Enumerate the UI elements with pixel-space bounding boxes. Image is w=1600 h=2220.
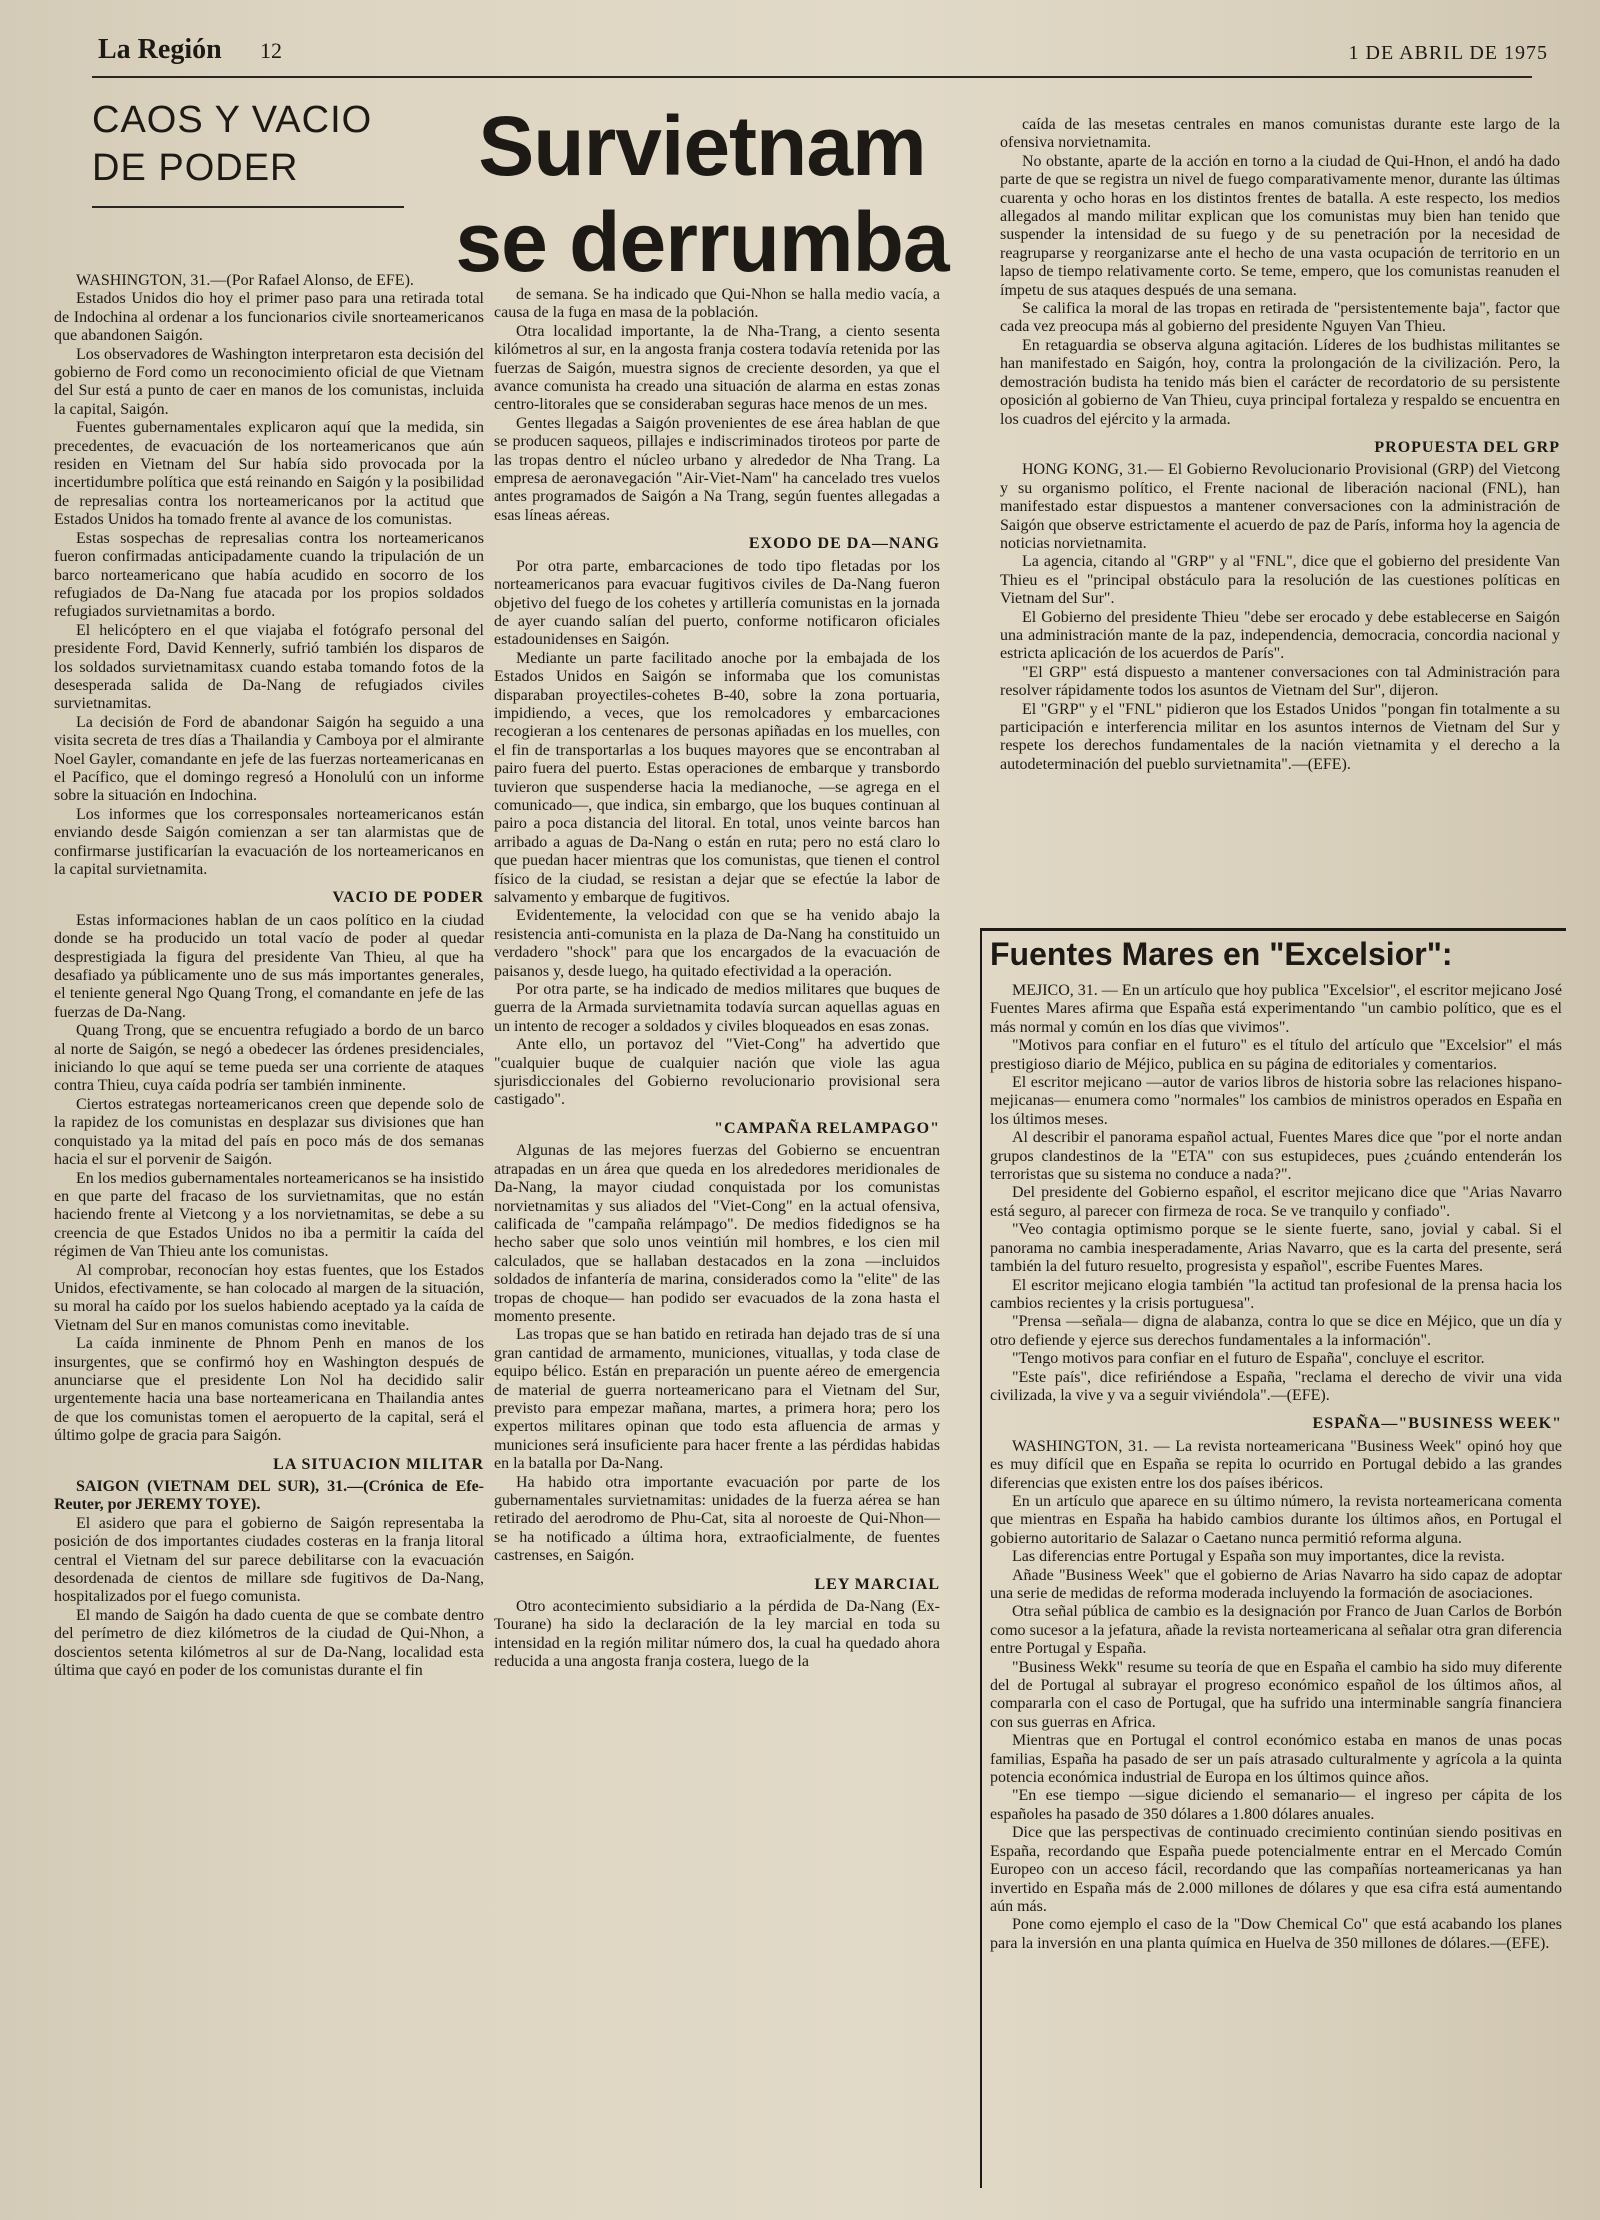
paragraphs-col4 [990, 982, 1562, 1405]
subhead-exodo: EXODO DE DA—NANG [748, 535, 940, 553]
subhead-business-week: ESPAÑA—"BUSINESS WEEK" [1312, 1415, 1562, 1433]
paragraphs-col3b [1000, 461, 1560, 774]
paragraphs-col2 [494, 286, 940, 525]
paragraph: Gentes llegadas a Saigón provenientes de ese área hablan de que se producen saqueos, pillajes e indiscriminados tiroteos por parte de las tropas dentro el núcleo urbano y alrededor de Nha Trang. La empresa de aeronavegación "Air-Viet-Nam" ha cancelado tres vuelos antes programados de Saigón a Na Trang, según fuentes allegadas a esas líneas aéreas. [494, 414, 940, 524]
paragraph: "Este país", dice refiriéndose a España, "reclama el derecho de vivir una vida civilizada, la vive y va a seguir viviéndola".—(EFE). [990, 1368, 1562, 1404]
paragraph: El asidero que para el gobierno de Saigón representaba la posición de dos importantes ciudades costeras en la franja litoral central el Vietnam del sur parece debilitarse con la evacuación desordenada de cientos de millare sde fugitivos de Da-Nang, hospitalizados por el fuego comunista. [54, 1514, 484, 1606]
paragraph: Estas informaciones hablan de un caos político en la ciudad donde se ha producido un total vacío de poder al quedar desprestigiada la figura del presidente Van Thieu, al que ha desafiado ya públicamente uno de sus más importantes generales, el teniente general Ngo Quang Trong, el comandante en jefe de las fuerzas de Da-Nang. [54, 911, 484, 1021]
headline: Survietnam se derrumba [455, 99, 949, 289]
paragraph: Mediante un parte facilitado anoche por la embajada de los Estados Unidos en Saigón se informaba que los comunistas disparaban proyectiles-cohetes B-40, sobre la zona portuaria, impidiendo, a veces, que los remolcadores y embarcaciones recogieran a los centenares de personas apiñadas en los muelles, con el fin de transportarlas a los buques mayores que se encontraban al pairo fuera del puerto. Estas operaciones de embarque y transbordo tuvieron que suspenderse hacia la medianoche, —se agrega en el comunicado—, que indica, sin embargo, que los buques continuan al pairo a poca distancia del litoral. En total, unos veinte barcos han arribado a aguas de Da-Nang o están en ruta; pero no está claro lo que puedan hacer mientras que los comunistas, que tienen el control físico de la ciudad, se resistan a dejar que se efectúe la labor de salvamento y embarque de fugitivos. [494, 649, 940, 906]
paragraph: "Tengo motivos para confiar en el futuro de España", concluye el escritor. [1012, 1350, 1485, 1368]
paragraphs-col2b [494, 558, 940, 1110]
article-column-2 [494, 286, 940, 2176]
paragraph: Al comprobar, reconocían hoy estas fuentes, que los Estados Unidos, efectivamente, se han colocado al margen de la situación, su moral ha caído por los suelos habiendo aceptado ya la caída de Vietnam del Sur en manos comunistas como inevitable. [54, 1261, 484, 1334]
box-headline: Fuentes Mares en "Excelsior": [990, 936, 1453, 972]
paragraph: La decisión de Ford de abandonar Saigón ha seguido a una visita secreta de tres días a Thailandia y Camboya por el almirante Noel Gayler, comandante en jefe de las fuerzas norteamericanas en el Pacífico, que el domingo regresó a Honolulú con un informe sobre la situación en Indochina. [54, 713, 484, 805]
paragraph: El Gobierno del presidente Thieu "debe ser erocado y debe establecerse en Saigón una administración mante de la paz, independencia, democracia, concordia nacional y estricta aplicación de los acuerdos de París". [1000, 608, 1560, 663]
paragraph: Mientras que en Portugal el control económico estaba en manos de unas pocas familias, España ha pasado de ser un país atrasado culturalmente y agrícola a la quinta potencia económica industrial de Europa en los últimos quince años. [990, 1732, 1562, 1787]
paragraph: Las tropas que se han batido en retirada han dejado tras de sí una gran cantidad de armamento, municiones, vituallas, y toda clase de equipo bélico. Están en preparación un puente aéreo de emergencia de material de guerra norteamericano para el Vietnam del Sur, previsto para empezar mañana, martes, a primera hora; pero los expertos militares opinan que todo esta afluencia de armas y municiones será insuficiente para hacer frente a las pérdidas habidas en la batalla por Da-Nang. [494, 1326, 940, 1473]
paragraph: Ha habido otra importante evacuación por parte de los gubernamentales survietnamitas: unidades de la fuerza aérea se han retirado del aerodromo de Phu-Cat, sita al noroeste de Qui-Nhon— se ha notificado a última hora, extraoficialmente, de fuentes castrenses, en Saigón. [494, 1473, 940, 1565]
paragraph: El "GRP" y el "FNL" pidieron que los Estados Unidos "pongan fin totalmente a su participación e interferencia militar en los asuntos internos de Vietnam del Sur y respete los derechos fundamentales de la nación vietnamita y el derecho a la autodeterminación del pueblo survietnamita".—(EFE). [1000, 700, 1560, 773]
paragraph: Quang Trong, que se encuentra refugiado a bordo de un barco al norte de Saigón, se negó a obedecer las órdenes presidenciales, iniciando lo que aquí se teme pueda ser una corriente de ataques contra Thieu, cuya caída podría ser también inminente. [54, 1022, 484, 1095]
paragraphs-col1 [54, 290, 484, 879]
dateline-saigon: SAIGON (VIETNAM DEL SUR), 31.—(Crónica de Efe-Reuter, por JEREMY TOYE). [54, 1478, 484, 1514]
paragraph: "Business Wekk" resume su teoría de que en España el cambio ha sido muy diferente del de Portugal al subrayar el progreso económico español de los últimos años, al compararla con el caso de Portugal, que ha sufrido una interminable sangría financiera con sus guerras en Africa. [990, 1658, 1562, 1731]
paragraph: Fuentes gubernamentales explicaron aquí que la medida, sin precedentes, de evacuación de los norteamericanos que aún residen en Vietnam del Sur había sido provocada por la incertidumbre política que está reinando en Saigón y la posibilidad de represalias contra los norteamericanos por la actitud que Estados Unidos ha tomado frente al avance de los comunistas. [54, 419, 484, 529]
paragraph: Estados Unidos dio hoy el primer paso para una retirada total de Indochina al ordenar a los funcionarios civile snorteamericanos que abandonen Saigón. [54, 290, 484, 345]
article-column-3 [1000, 116, 1560, 936]
paragraph: Otra localidad importante, la de Nha-Trang, a ciento sesenta kilómetros al sur, en la angosta franja costera todavía retenida por las fuerzas de Saigón, muestra signos de creciente desorden, ya que el avance comunista ha creado una situación de alarma en estas zonas centro-litorales que se consideraban seguras hace menos de un mes. [494, 322, 940, 414]
box-article-column [990, 982, 1562, 2182]
paragraph: Del presidente del Gobierno español, el escritor mejicano dice que "Arias Navarro está seguro, al parecer con firmeza de roca. Se ve tranquilo y confiado". [990, 1184, 1562, 1220]
article-column-1 [54, 272, 484, 2172]
paragraph: Al describir el panorama español actual, Fuentes Mares dice que "por el norte andan grupos clandestinos de la "ETA" con sus estupideces, pues ¿cuándo entenderán los terroristas que su sistema no conduce a nada?". [990, 1129, 1562, 1184]
paragraph: En los medios gubernamentales norteamericanos se ha insistido en que parte del fracaso de los survietnamitas, que no están haciendo frente al Vietcong y a los norvietnamitas, se debe a su creencia de que Estados Unidos no iba a permitir la caída del régimen de Van Thieu ante los comunistas. [54, 1169, 484, 1261]
paragraph: El mando de Saigón ha dado cuenta de que se combate dentro del perímetro de diez kilómetros de la ciudad de Qui-Nhon, a doscientos setenta kilómetros al sur de Da-Nang, localidad esta última que cayó en poder de los comunistas durante el fin [54, 1606, 484, 1680]
subhead-campana-relampago: "CAMPAÑA RELAMPAGO" [714, 1119, 940, 1137]
paragraph: Otro acontecimiento subsidiario a la pérdida de Da-Nang (Ex-Tourane) ha sido la declaración de la ley marcial en toda su intensidad en la región militar número dos, la cual ha quedado ahora reducida a una angosta franja costera, luego de la [494, 1598, 940, 1671]
paragraph: Por otra parte, embarcaciones de todo tipo fletadas por los norteamericanos para evacuar fugitivos civiles de Da-Nang fueron objetivo del fuego de los cohetes y artillería comunistas en la jornada de ayer cuando salían del puerto, conforme notificaron oficiales estadounidenses en Saigón. [494, 557, 940, 649]
paragraph: Se califica la moral de las tropas en retirada de "persistentemente baja", factor que cada vez preocupa más al gobierno del presidente Nguyen Van Thieu. [1000, 300, 1560, 336]
paragraph: Por otra parte, se ha indicado de medios militares que buques de guerra de la Armada survietnamita todavía surcan aquellas aguas en un intento de recoger a soldados y civiles bloqueados en esas zonas. [494, 981, 940, 1035]
publication-name: La Región [98, 34, 222, 65]
paragraphs-col4b [990, 1438, 1562, 1953]
paragraph: "Motivos para confiar en el futuro" es el título del artículo que "Excelsior" el más prestigioso diario de Méjico, publica en su página de editoriales y comentarios. [990, 1037, 1562, 1073]
kicker-rule [92, 206, 404, 208]
subhead-vacio-de-poder: VACIO DE PODER [332, 889, 484, 907]
paragraphs-col3 [1000, 116, 1560, 429]
paragraph: El escritor mejicano elogia también "la actitud tan profesional de la prensa hacia los cambios recientes y la crisis portuguesa". [990, 1276, 1562, 1312]
top-rule [92, 76, 1532, 78]
paragraph: El escritor mejicano —autor de varios libros de historia sobre las relaciones hispano-mejicanas— enumera como "normales" los cambios de ministros operados en España en los últimos meses. [990, 1074, 1562, 1128]
paragraph: El helicóptero en el que viajaba el fotógrafo personal del presidente Ford, David Kennerly, sufrió también los disparos de los soldados survietnamitasx cuando estaba tomando fotos de la desesperada salida de Da-Nang de refugiados civiles survietnamitas. [54, 621, 484, 713]
paragraphs-col1c [54, 1515, 484, 1681]
paragraph: MEJICO, 31. — En un artículo que hoy publica "Excelsior", el escritor mejicano José Fuentes Mares afirma que España está experimentando "un cambio político, que es el más normal y común en los días que vivimos". [990, 982, 1562, 1036]
paragraph: "Veo contagia optimismo porque se le siente fuerte, sano, jovial y cabal. Si el panorama no cambia inesperadamente, Arias Navarro, que es la carta del presente, será también la del futuro resuelto, progresista y español", escribe Fuentes Mares. [990, 1221, 1562, 1276]
paragraph: WASHINGTON, 31. — La revista norteamericana "Business Week" opinó hoy que es muy difícil que en España se repita lo ocurrido en Portugal debido a las grandes diferencias que existen entre los dos países ibéricos. [990, 1437, 1562, 1492]
paragraphs-col2c [494, 1142, 940, 1565]
paragraph: "En ese tiempo —sigue diciendo el semanario— el ingreso per cápita de los españoles ha pasado de 350 dólares a 1.800 dólares anuales. [990, 1787, 1562, 1823]
paragraphs-col1b [54, 912, 484, 1446]
subhead-ley-marcial: LEY MARCIAL [814, 1575, 940, 1593]
paragraph: Ante ello, un portavoz del "Viet-Cong" ha advertido que "cualquier buque de cualquier nación que viole las agua sjurisdiccionales del Gobierno revolucionario provisional sera castigado". [494, 1036, 940, 1109]
subhead-propuesta-grp: PROPUESTA DEL GRP [1374, 438, 1560, 456]
issue-date: 1 DE ABRIL DE 1975 [1348, 42, 1548, 64]
subhead-situacion-militar: LA SITUACION MILITAR [273, 1455, 484, 1473]
page-number: 12 [260, 38, 282, 63]
paragraph: Ciertos estrategas norteamericanos creen que depende solo de la rapidez de los comunistas en desplazar sus divisiones que han conquistado ya la mitad del país en poco más de dos semanas hacia el sur el porvenir de Saigón. [54, 1095, 484, 1169]
paragraph: En retaguardia se observa alguna agitación. Líderes de los budhistas militantes se han manifestado en Saigón, hoy, contra la prolongación de la civilización. Pero, la demostración budista ha tenido más bien el carácter de recordatorio de su persistente oposición al gobierno de Van Thieu, cuya principal fortaleza y respaldo se encuentra en los cuadros del ejército y la armada. [1000, 336, 1560, 428]
paragraph: "El GRP" está dispuesto a mantener conversaciones con tal Administración para resolver rápidamente todos los asuntos de Vietnam del Sur", dijeron. [1000, 663, 1560, 700]
paragraph: No obstante, aparte de la acción en torno a la ciudad de Qui-Hnon, el andó ha dado parte de que se registra un nivel de fuego comparativamente menor, durante las últimas cuarenta y ocho horas en los distintos frentes de batalla. A este respecto, los medios allegados al mando militar explican que los comunistas muy bien han tenido que suspender la intensidad de su fuego y de su penetración por la necesidad de reagruparse y reorganizarse ante el hecho de una vasta ocupación de territorio en un lapso de tiempo relativamente corto. Se teme, empero, que los comunistas reanuden el ímpetu de sus ataques después de una semana. [1000, 152, 1560, 299]
paragraph: Las diferencias entre Portugal y España son muy importantes, dice la revista. [1012, 1548, 1505, 1566]
paragraphs-col2d [494, 1598, 940, 1672]
paragraph: caída de las mesetas centrales en manos comunistas durante este largo de la ofensiva norvietnamita. [1000, 116, 1560, 152]
masthead [98, 34, 1548, 74]
paragraph: Añade "Business Week" que el gobierno de Arias Navarro ha sido capaz de adoptar una serie de medidas de reforma moderada incluyendo la formación de asociaciones. [990, 1566, 1562, 1602]
paragraph: Los informes que los corresponsales norteamericanos están enviando desde Saigón comienzan a ser tan alarmistas que de confirmarse justificarían la evacuación de los norteamericanos en la capital survietnamita. [54, 805, 484, 878]
paragraph: Pone como ejemplo el caso de la "Dow Chemical Co" que está acabando los planes para la inversión en una planta química en Huelva de 350 millones de dólares.—(EFE). [990, 1916, 1562, 1952]
kicker: CAOS Y VACIO DE PODER [92, 99, 373, 189]
paragraph: La agencia, citando al "GRP" y al "FNL", dice que el gobierno del presidente Van Thieu es el "principal obstáculo para la resolución de las cuestiones políticas en Vietnam del Sur". [1000, 553, 1560, 608]
paragraph: Algunas de las mejores fuerzas del Gobierno se encuentran atrapadas en un área que queda en los alrededores meridionales de Da-Nang, la mayor ciudad conquistada por los comunistas norvietnamitas y sus aliados del "Viet-Cong" en la actual ofensiva, calificada de "campaña relámpago". De medios fidedignos se ha hecho saber que solo unos veintiún mil hombres, e los cien mil calculados, que se hallaban destacados en la zona —incluidos soldados de infantería de marina, considerados como la "elite" de las tropas de choque— han podido ser evacuados de la zona hasta el momento presente. [494, 1142, 940, 1325]
paragraph: "Prensa —señala— digna de alabanza, contra lo que se dice en Méjico, que un día y otro defiende y ejerce sus derechos fundamentales a la información". [990, 1313, 1562, 1349]
paragraph: Evidentemente, la velocidad con que se ha venido abajo la resistencia anti-comunista en la plaza de Da-Nang ha constituido un verdadero "shock" para que los encargados de la evacuación de paisanos y, desde luego, ha quitado efectividad a la operación. [494, 907, 940, 980]
paragraph: de semana. Se ha indicado que Qui-Nhon se halla medio vacía, a causa de la fuga en masa de la población. [494, 286, 940, 322]
dateline: WASHINGTON, 31.—(Por Rafael Alonso, de EFE). [76, 272, 414, 289]
box-top-rule [982, 928, 1566, 931]
paragraph: En un artículo que aparece en su último número, la revista norteamericana comenta que mientras en España ha habido cambios durante los últimos años, en Portugal el gobierno autoritario de Salazar o Caetano nunca permitió reforma alguna. [990, 1492, 1562, 1547]
box-left-rule [980, 928, 982, 2188]
paragraph: Dice que las perspectivas de continuado crecimiento continúan siendo positivas en España, recordando que España puede potencialmente entrar en el Mercado Común Europeo con un acceso fácil, recordando que las compañías norteamericanas ya han invertido en España más de 2.000 millones de dólares y que esa cifra está aumentando aún más. [990, 1824, 1562, 1915]
paragraph: Los observadores de Washington interpretaron esta decisión del gobierno de Ford como un reconocimiento oficial de que Vietnam del Sur está a punto de caer en manos de los comunistas, incluida la capital, Saigón. [54, 345, 484, 418]
paragraph: La caída inminente de Phnom Penh en manos de los insurgentes, que se confirmó hoy en Washington después de anunciarse que el presidente Lon Nol ha decidido salir urgentemente hacia una base norteamericana en Thailandia antes de que los comunistas tomen el aeropuerto de la capital, será el último golpe de gracia para Saigón. [54, 1335, 484, 1445]
paragraph: Estas sospechas de represalias contra los norteamericanos fueron confirmadas anticipadamente cuando la tripulación de un barco norteamericano que había acudido en socorro de los refugiados de Da-Nang fue atacada por los propios soldados refugiados survietnamitas a bordo. [54, 529, 484, 621]
paragraph: HONG KONG, 31.— El Gobierno Revolucionario Provisional (GRP) del Vietcong y su organismo político, el Frente nacional de liberación nacional (FNL), han manifestado estar dispuestos a mantener conversaciones con la administración de Saigón que observe estrictamente el acuerdo de paz de París, informa hoy la agencia de noticias norvietnamita. [1000, 461, 1560, 552]
paragraph: Otra señal pública de cambio es la designación por Franco de Juan Carlos de Borbón como sucesor a la jefatura, añade la revista norteamericana al señalar otra gran diferencia entre Portugal y España. [990, 1603, 1562, 1658]
